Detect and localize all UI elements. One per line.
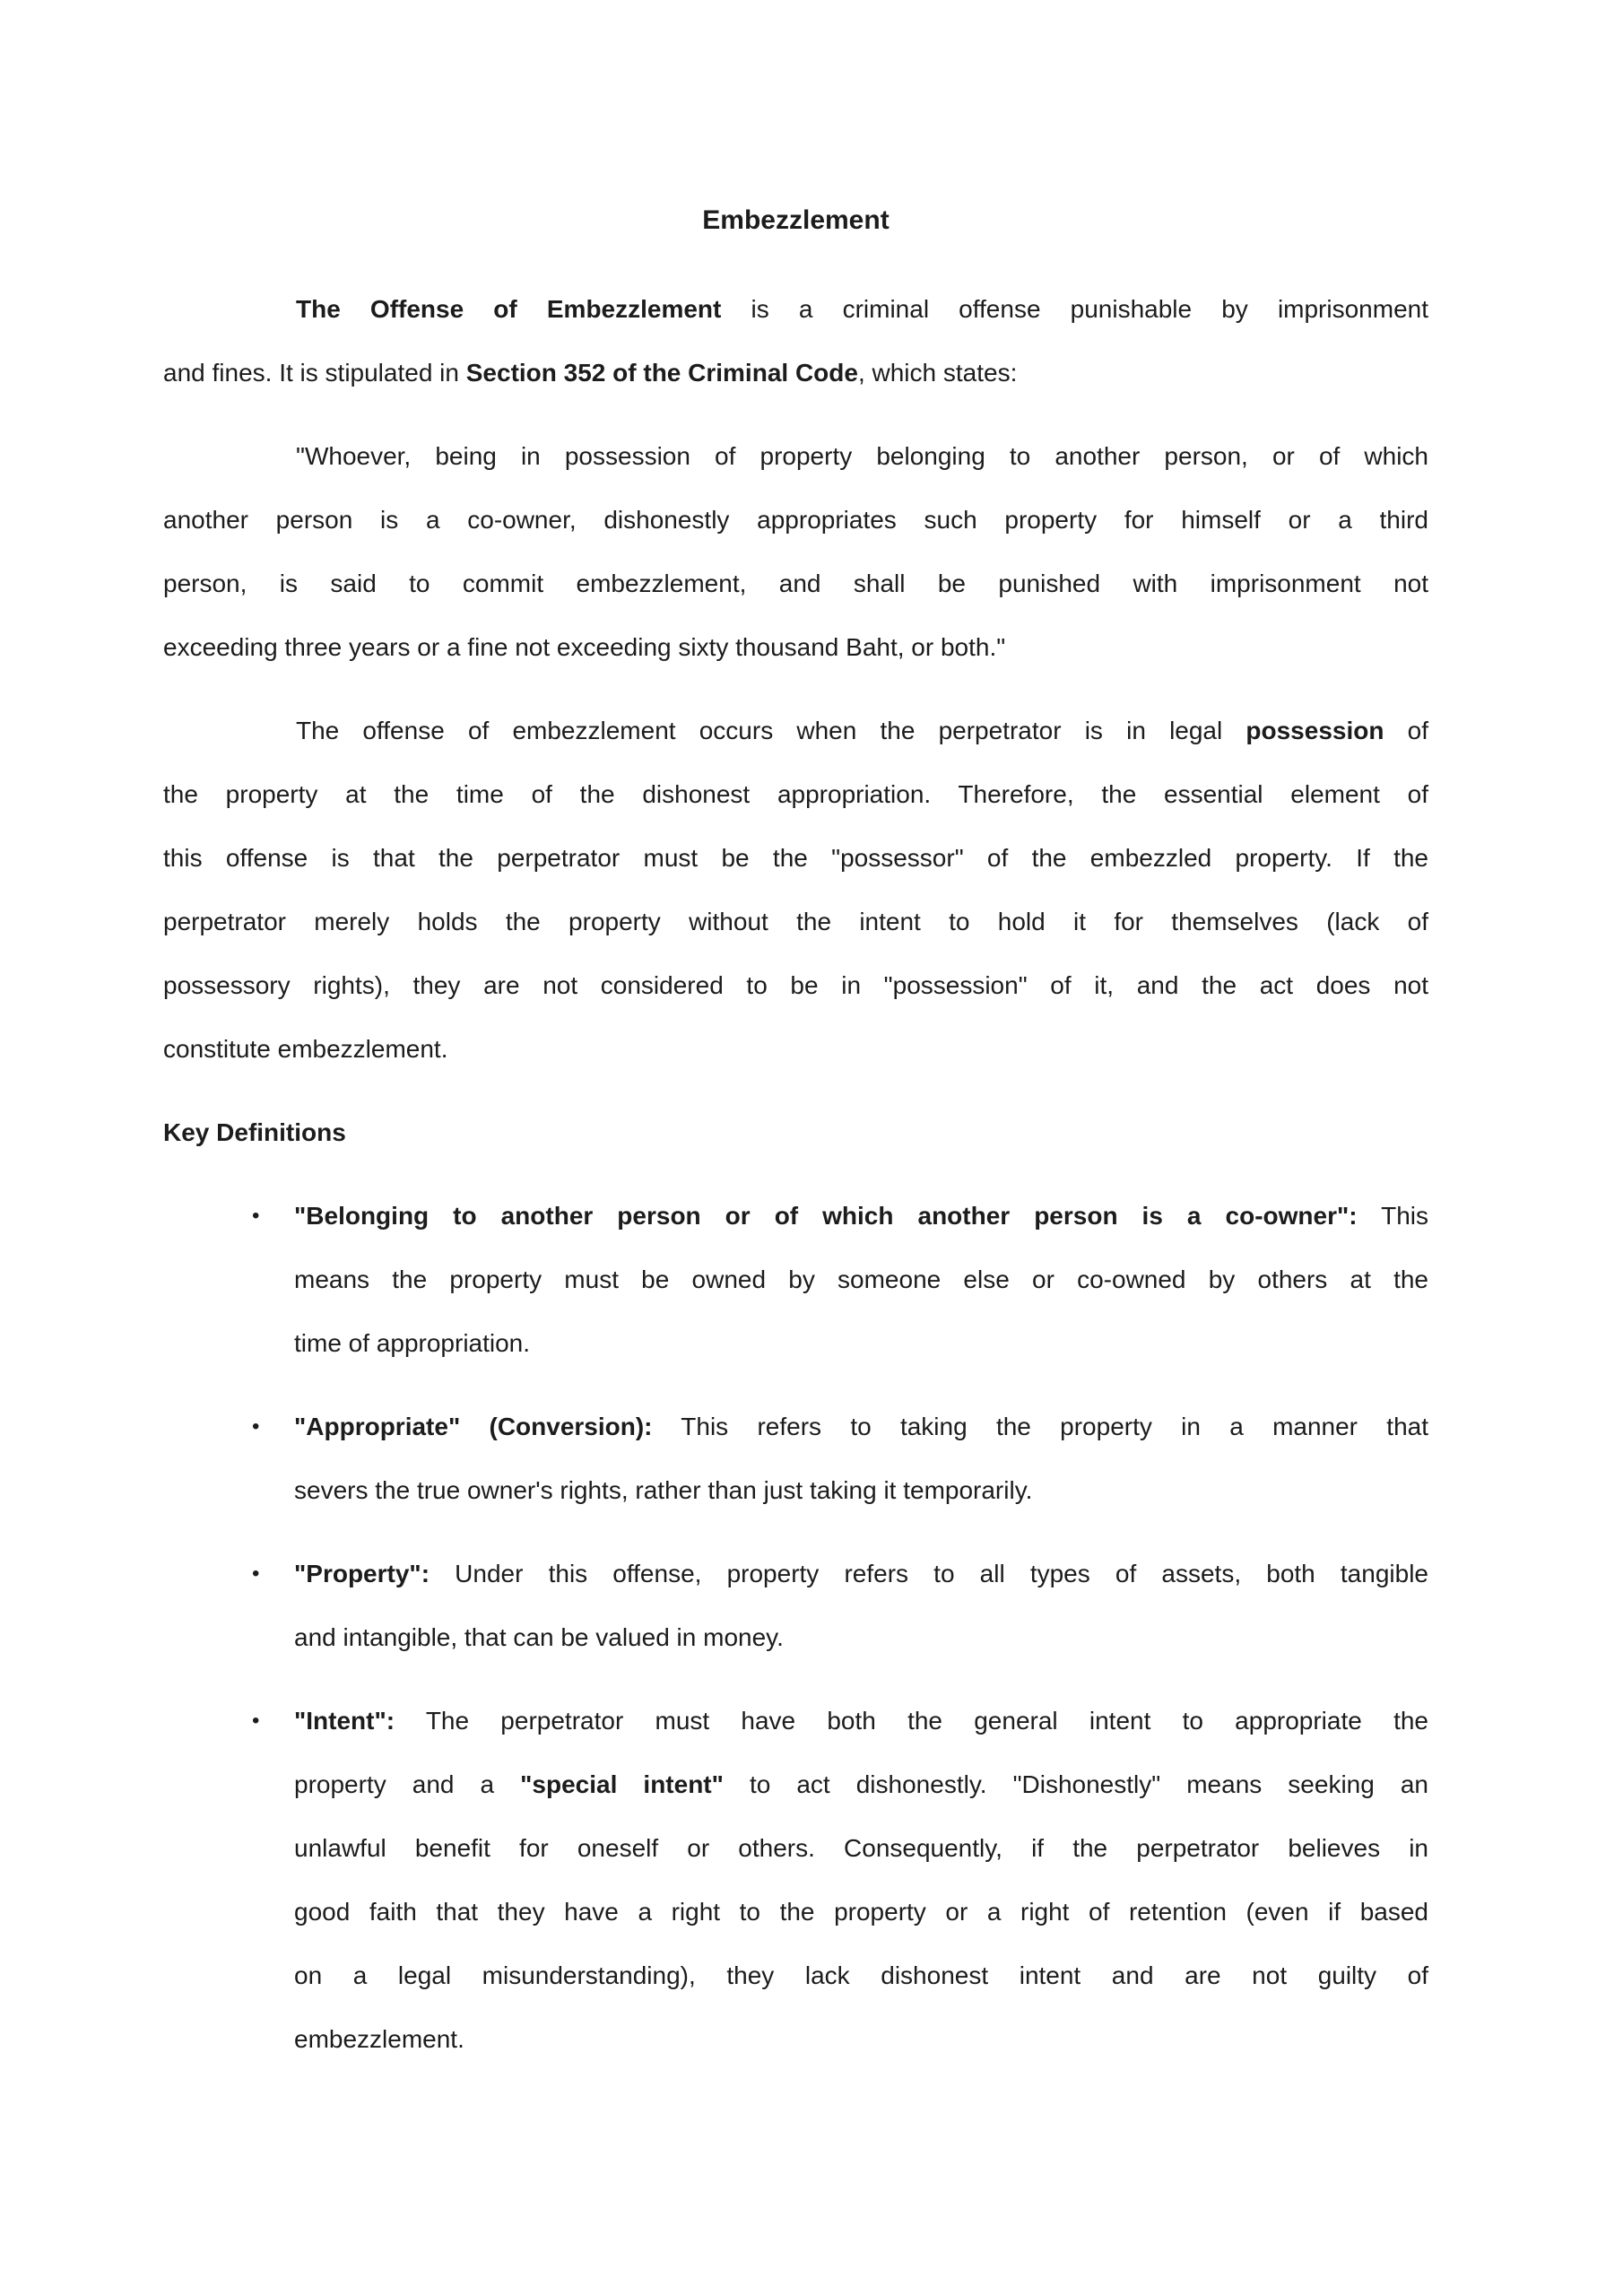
text-line: The Offense of Embezzlement is a criminal offense punishable by imprisonment (296, 295, 1428, 323)
bold-text: possession (1245, 717, 1384, 744)
text-line: and intangible, that can be valued in money. (294, 1623, 784, 1651)
text-line: on a legal misunderstanding), they lack dishonest intent and are not guilty of (294, 1961, 1428, 1989)
text-line: "Appropriate" (Conversion): This refers to taking the property in a manner that (294, 1413, 1428, 1440)
text-line: means the property must be owned by someone else or co-owned by others at the (294, 1265, 1428, 1293)
text-line: "Intent": The perpetrator must have both the general intent to appropriate the (294, 1707, 1428, 1735)
bold-text: "Property": (294, 1560, 430, 1587)
text-line: "Whoever, being in possession of property belonging to another person, or of which (296, 442, 1428, 470)
text-line: constitute embezzlement. (163, 1035, 448, 1063)
text-line: property and a "special intent" to act dishonestly. "Dishonestly" means seeking an (294, 1770, 1429, 1798)
bold-text: "special intent" (520, 1770, 724, 1798)
section-heading (163, 1100, 1428, 1164)
text-line: person, is said to commit embezzlement, and shall be punished with imprisonment not (163, 570, 1428, 597)
text-line: exceeding three years or a fine not exceeding sixty thousand Baht, or both." (163, 633, 1006, 661)
bullet-content (294, 1395, 1428, 1522)
bold-text: The Offense of Embezzlement (296, 295, 722, 323)
bold-text: "Belonging to another person or of which another person is a co-owner": (294, 1202, 1358, 1230)
bullet-item (163, 1184, 1428, 1375)
paragraph (163, 277, 1428, 404)
text-line: time of appropriation. (294, 1329, 531, 1357)
document-blocks (163, 277, 1428, 2071)
bold-text: Section 352 of the Criminal Code (465, 359, 858, 387)
document-title: Embezzlement (702, 205, 890, 235)
bullet-icon: • (252, 1204, 260, 1228)
bullet-icon: • (252, 1709, 260, 1733)
text-line: this offense is that the perpetrator must be the "possessor" of the embezzled property. If the (163, 844, 1428, 872)
text-line: another person is a co-owner, dishonestly appropriates such property for himself or a third (163, 506, 1428, 534)
text-line: embezzlement. (294, 2025, 464, 2053)
bullet-icon: • (252, 1414, 260, 1439)
text-line: severs the true owner's rights, rather than just taking it temporarily. (294, 1476, 1033, 1504)
bullet-item (163, 1395, 1428, 1522)
text-line: The offense of embezzlement occurs when the perpetrator is in legal possession of (296, 717, 1428, 744)
document-body (163, 188, 1428, 2091)
bullet-item (163, 1689, 1428, 2071)
text-line: good faith that they have a right to the property or a right of retention (even if based (294, 1898, 1428, 1926)
bullet-content (294, 1542, 1428, 1669)
text-line: possessory rights), they are not considered to be in "possession" of it, and the act does not (163, 971, 1428, 999)
text-line: Key Definitions (163, 1118, 346, 1146)
bullet-icon: • (252, 1561, 260, 1586)
text-line: the property at the time of the dishonest appropriation. Therefore, the essential element of (163, 780, 1428, 808)
bullet-content (294, 1184, 1428, 1375)
paragraph (163, 424, 1428, 679)
bold-text: "Intent": (294, 1707, 395, 1735)
text-line: unlawful benefit for oneself or others. Consequently, if the perpetrator believes in (294, 1834, 1428, 1862)
text-line: perpetrator merely holds the property without the intent to hold it for themselves (lack of (163, 908, 1428, 935)
bold-text: "Appropriate" (Conversion): (294, 1413, 653, 1440)
text-line: and fines. It is stipulated in Section 352 of the Criminal Code, which states: (163, 359, 1018, 387)
text-line: "Belonging to another person or of which another person is a co-owner": This (294, 1202, 1429, 1230)
text-line: "Property": Under this offense, property refers to all types of assets, both tangible (294, 1560, 1428, 1587)
bullet-content (294, 1689, 1428, 2071)
paragraph (163, 699, 1428, 1081)
bullet-item (163, 1542, 1428, 1669)
